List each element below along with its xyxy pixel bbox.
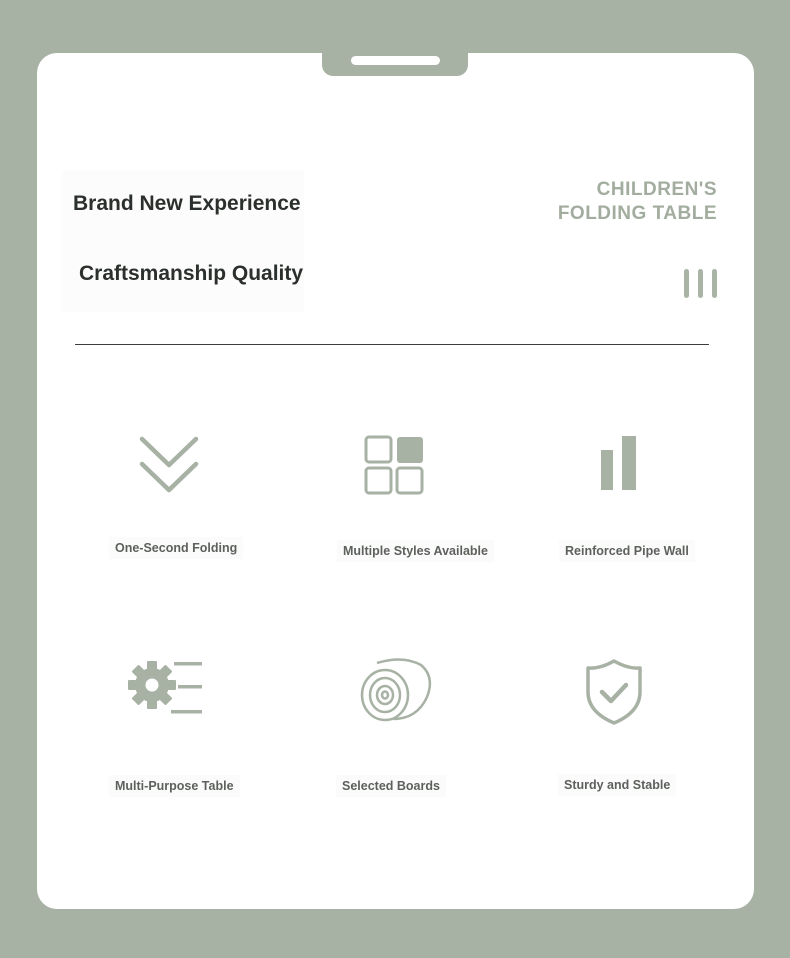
product-title-line2: FOLDING TABLE — [557, 203, 717, 224]
chevron-double-down-icon — [138, 434, 200, 496]
feature-label-one-second-folding: One-Second Folding — [109, 537, 243, 559]
section-divider — [75, 344, 709, 345]
roman-numeral-three-mark — [684, 269, 718, 298]
headline-brand-new-experience: Brand New Experience — [73, 192, 301, 215]
feature-label-selected-boards: Selected Boards — [336, 775, 446, 797]
product-title — [558, 178, 717, 226]
headline-craftsmanship-quality: Craftsmanship Quality — [79, 262, 304, 285]
pipe-bars-icon — [598, 434, 640, 494]
grid-styles-icon — [364, 435, 426, 497]
gear-list-icon — [128, 659, 206, 719]
wood-log-icon — [359, 657, 433, 723]
product-title-line1: CHILDREN'S — [596, 179, 717, 200]
feature-label-sturdy-and-stable: Sturdy and Stable — [558, 774, 676, 796]
feature-label-multi-purpose-table: Multi-Purpose Table — [109, 775, 240, 797]
feature-label-multiple-styles: Multiple Styles Available — [337, 540, 494, 562]
shield-check-icon — [584, 658, 644, 726]
notch-handle-bar — [351, 56, 440, 65]
feature-label-reinforced-pipe-wall: Reinforced Pipe Wall — [559, 540, 695, 562]
